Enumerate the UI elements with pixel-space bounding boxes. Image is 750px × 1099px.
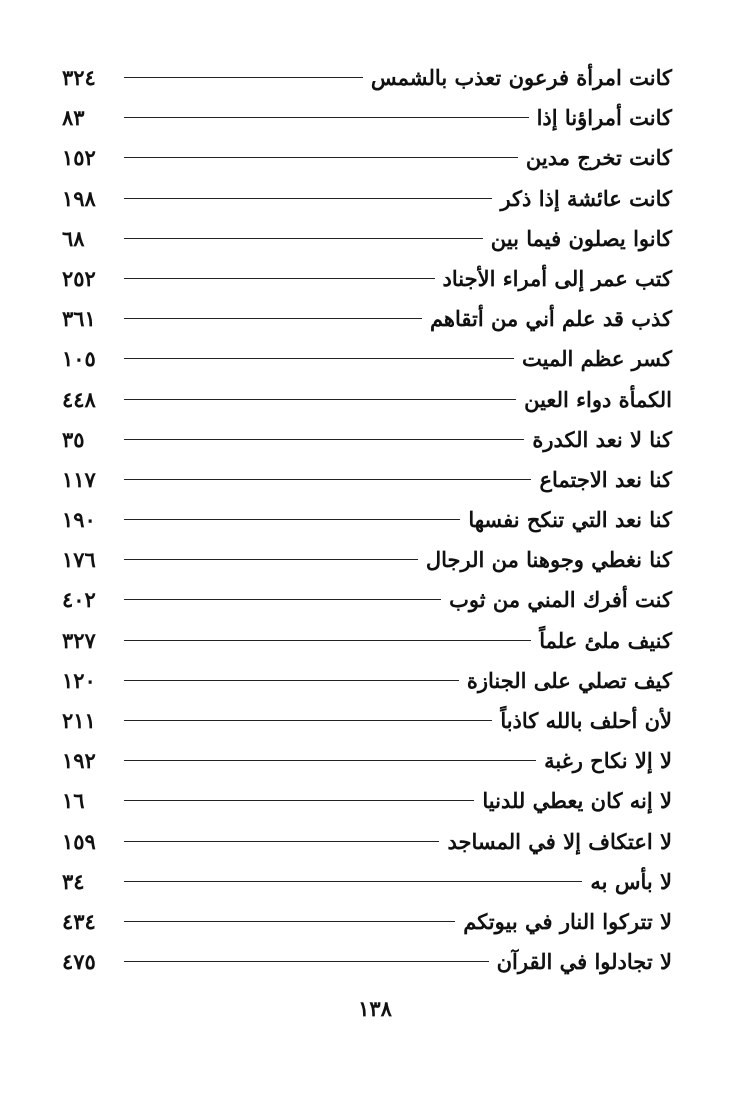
leader-line <box>124 519 460 520</box>
index-entry <box>62 138 672 178</box>
leader-line <box>124 760 536 761</box>
entry-title: كذب قد علم أني من أتقاهم <box>429 306 672 332</box>
entry-page-number: ١٢٠ <box>62 667 96 693</box>
entry-page-number: ٦٨ <box>62 225 85 251</box>
entry-title: كسر عظم الميت <box>521 346 672 372</box>
entry-page-number: ٣٤ <box>62 868 85 894</box>
entry-page-number: ١٥٩ <box>62 828 96 854</box>
entry-title: كانت امرأة فرعون تعذب بالشمس <box>370 65 672 90</box>
index-entry <box>62 219 672 259</box>
entry-page-number: ٤٤٨ <box>62 386 96 412</box>
leader-line <box>124 278 435 279</box>
index-entry <box>62 380 672 420</box>
index-entry <box>62 460 672 500</box>
entry-page-number: ٣٦١ <box>62 306 96 332</box>
leader-line <box>124 640 531 641</box>
entry-title: كانوا يصلون فيما بين <box>490 225 672 251</box>
index-entry <box>62 98 672 138</box>
leader-line <box>124 238 483 239</box>
entry-title: كتب عمر إلى أمراء الأجناد <box>442 265 672 291</box>
entry-page-number: ١٥٢ <box>62 145 96 171</box>
index-entry <box>62 902 672 942</box>
entry-title: لا تتركوا النار في بيوتكم <box>463 908 672 934</box>
leader-line <box>124 439 524 440</box>
index-entry <box>62 621 672 661</box>
leader-line <box>124 559 418 560</box>
entry-page-number: ٣٢٤ <box>62 65 96 90</box>
leader-line <box>124 841 439 842</box>
entry-title: كانت أمراؤنا إذا <box>536 105 672 131</box>
entry-page-number: ١٩٠ <box>62 507 96 533</box>
index-entry <box>62 299 672 339</box>
entry-page-number: ٤٠٢ <box>62 587 96 613</box>
leader-line <box>124 479 531 480</box>
index-entry <box>62 701 672 741</box>
entry-page-number: ١٠٥ <box>62 346 96 372</box>
entry-page-number: ١٩٢ <box>62 748 96 774</box>
entry-page-number: ٤٣٤ <box>62 908 96 934</box>
entry-page-number: ١٦ <box>62 788 85 814</box>
index-entry <box>62 540 672 580</box>
entry-title: كنا نعد التي تنكح نفسها <box>468 507 672 533</box>
leader-line <box>124 198 492 199</box>
hadith-index-list <box>62 58 672 982</box>
entry-page-number: ١١٧ <box>62 466 96 492</box>
index-entry <box>62 339 672 379</box>
index-entry <box>62 862 672 902</box>
index-entry <box>62 822 672 862</box>
entry-title: كانت تخرج مدين <box>525 145 672 171</box>
leader-line <box>124 680 459 681</box>
entry-title: كنا نعد الاجتماع <box>539 466 672 492</box>
index-entry <box>62 259 672 299</box>
page-number: ١٣٨ <box>358 996 392 1021</box>
leader-line <box>124 157 518 158</box>
index-entry <box>62 942 672 982</box>
entry-page-number: ٣٢٧ <box>62 627 96 653</box>
entry-title: لا إنه كان يعطي للدنيا <box>482 788 672 814</box>
index-entry <box>62 661 672 701</box>
entry-page-number: ٨٣ <box>62 105 85 131</box>
index-entry <box>62 58 672 98</box>
leader-line <box>124 117 529 118</box>
entry-title: كنت أفرك المني من ثوب <box>449 587 672 613</box>
entry-title: لأن أحلف بالله كاذباً <box>500 708 672 733</box>
entry-page-number: ٤٧٥ <box>62 949 96 975</box>
entry-title: كنا نغطي وجوهنا من الرجال <box>425 547 672 573</box>
leader-line <box>124 800 474 801</box>
leader-line <box>124 961 489 962</box>
index-entry <box>62 420 672 460</box>
entry-title: لا بأس به <box>590 868 672 894</box>
leader-line <box>124 599 441 600</box>
index-entry <box>62 781 672 821</box>
entry-title: لا تجادلوا في القرآن <box>496 949 672 975</box>
leader-line <box>124 720 492 721</box>
leader-line <box>124 399 516 400</box>
index-entry <box>62 500 672 540</box>
entry-page-number: ٢١١ <box>62 708 96 733</box>
leader-line <box>124 358 514 359</box>
leader-line <box>124 318 422 319</box>
entry-title: الكمأة دواء العين <box>524 386 672 412</box>
index-entry <box>62 179 672 219</box>
entry-page-number: ٢٥٢ <box>62 265 96 291</box>
entry-title: كنا لا نعد الكدرة <box>532 426 672 452</box>
entry-title: كيف تصلي على الجنازة <box>466 667 672 693</box>
entry-page-number: ٣٥ <box>62 426 85 452</box>
index-entry <box>62 580 672 620</box>
leader-line <box>124 77 363 78</box>
entry-title: كانت عائشة إذا ذكر <box>500 185 672 211</box>
entry-title: لا إلا نكاح رغبة <box>544 748 672 774</box>
entry-page-number: ١٧٦ <box>62 547 96 573</box>
leader-line <box>124 921 455 922</box>
index-entry <box>62 741 672 781</box>
leader-line <box>124 881 582 882</box>
entry-title: كنيف ملئ علماً <box>539 627 672 653</box>
entry-title: لا اعتكاف إلا في المساجد <box>447 828 672 854</box>
entry-page-number: ١٩٨ <box>62 185 96 211</box>
